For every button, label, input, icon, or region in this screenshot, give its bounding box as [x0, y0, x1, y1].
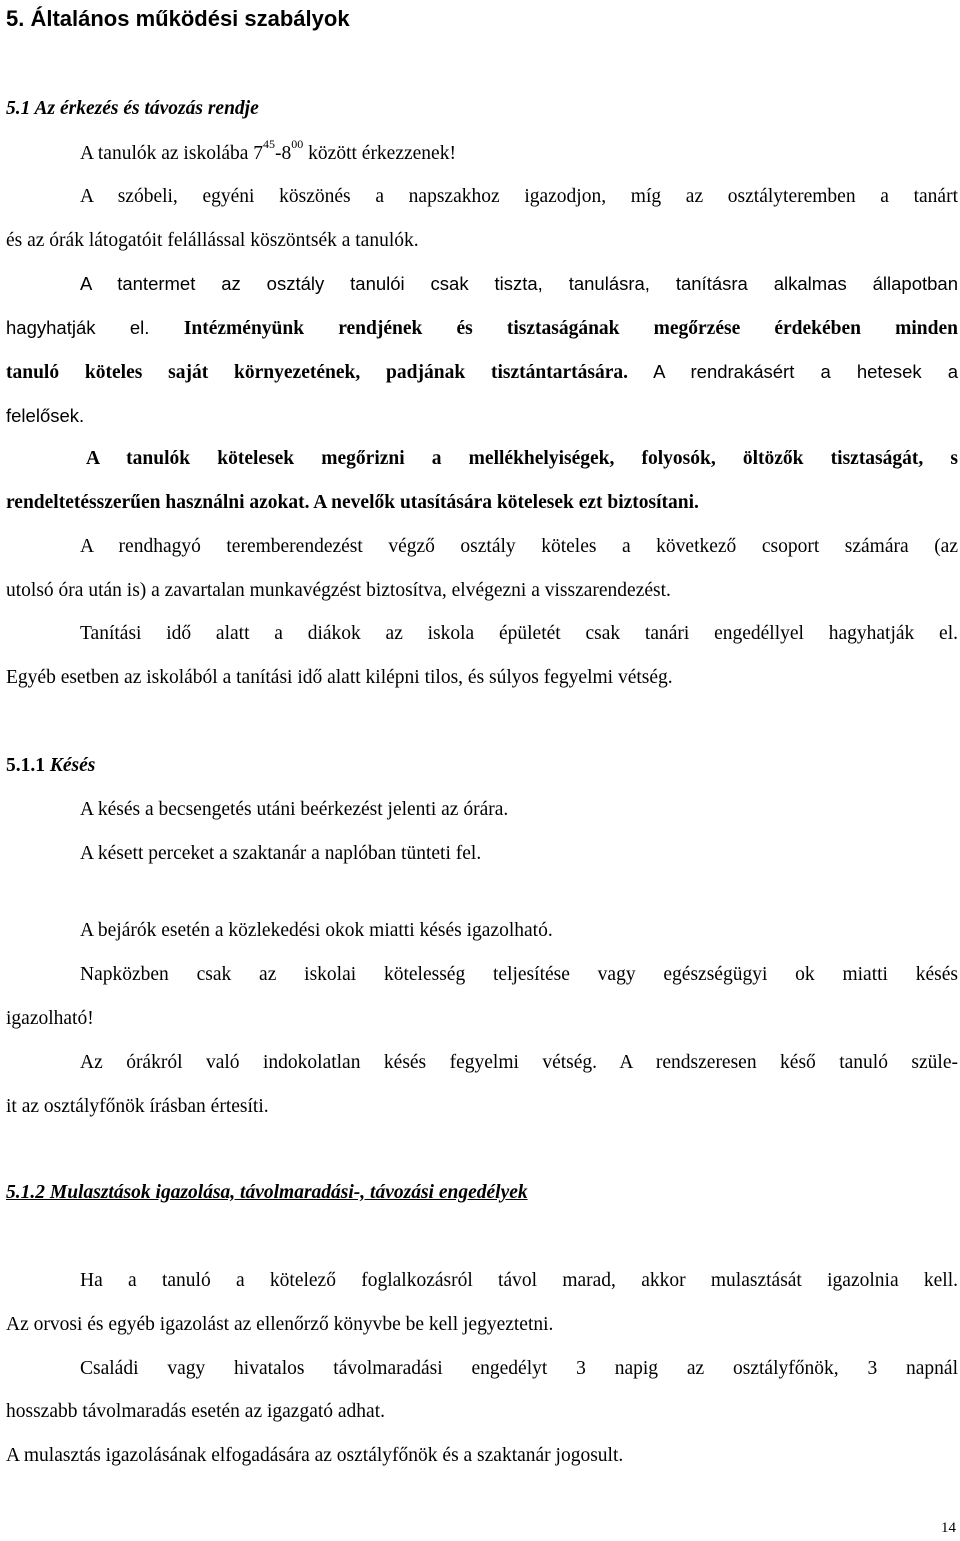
s51-l1-a: A tanulók az iskolába 7 — [80, 143, 264, 164]
s51-line-4: A tantermet az osztály tanulói csak tiszta, tanulásra, tanításra alkalmas állapotban — [80, 273, 958, 294]
s511-line-1: A késés a becsengetés utáni beérkezést jelenti az órára. — [80, 799, 509, 820]
s51-l1-sup1: 45 — [263, 137, 276, 151]
s51-l1-c: között érkezzenek! — [303, 143, 456, 164]
s51-l5-a: hagyhatják el. — [6, 317, 184, 338]
s51-line-7: felelősek. — [6, 405, 85, 426]
s51-line-1 — [80, 139, 958, 169]
s51-line-5 — [6, 313, 958, 344]
s511-line-5: igazolható! — [6, 1008, 94, 1029]
s511-title-text: Késés — [49, 755, 96, 776]
s512-line-1: Ha a tanuló a kötelező foglalkozásról távol marad, akkor mulasztását igazolnia kell. — [80, 1270, 958, 1291]
s511-line-7: it az osztályfőnök írásban értesíti. — [6, 1096, 269, 1117]
s51-l5-b: Intézményünk rendjének és tisztaságának megőrzése érdekében minden — [183, 318, 958, 339]
s51-line-8: A tanulók kötelesek megőrizni a mellékhelyiségek, folyosók, öltözők tisztaságát, s — [86, 448, 958, 469]
section-5-1-title: 5.1 Az érkezés és távozás rendje — [6, 98, 259, 119]
s51-l6-a: tanuló köteles saját környezetének, padjának tisztántartására. — [6, 362, 629, 383]
s51-line-3: és az órák látogatóit felállással köszöntsék a tanulók. — [6, 230, 419, 251]
s512-line-3: Családi vagy hivatalos távolmaradási engedélyt 3 napig az osztályfőnök, 3 napnál — [80, 1358, 958, 1379]
s511-line-3: A bejárók esetén a közlekedési okok miatti késés igazolható. — [80, 920, 553, 941]
s51-l1-b: -8 — [275, 143, 292, 164]
s511-line-2: A késett perceket a szaktanár a naplóban tünteti fel. — [80, 843, 482, 864]
s51-line-12: Tanítási idő alatt a diákok az iskola épületét csak tanári engedéllyel hagyhatják el. — [80, 623, 958, 644]
s51-line-2: A szóbeli, egyéni köszönés a napszakhoz igazodjon, míg az osztályteremben a tanárt — [80, 186, 958, 207]
s51-line-11: utolsó óra után is) a zavartalan munkavégzést biztosítva, elvégezni a visszarendezést. — [6, 580, 671, 601]
page-number: 14 — [941, 1520, 956, 1536]
page-heading: 5. Általános működési szabályok — [6, 6, 350, 31]
s51-line-10: A rendhagyó teremberendezést végző osztály köteles a következő csoport számára (az — [80, 536, 958, 557]
s512-line-4: hosszabb távolmaradás esetén az igazgató adhat. — [6, 1401, 386, 1422]
section-5-1-2-title: 5.1.2 Mulasztások igazolása, távolmaradási-, távozási engedélyek — [6, 1182, 528, 1203]
s51-line-9: rendeltetésszerűen használni azokat. A nevelők utasítására kötelesek ezt biztosítani. — [6, 492, 699, 513]
s511-line-6: Az órákról való indokolatlan késés fegyelmi vétség. A rendszeresen késő tanuló szüle- — [80, 1052, 958, 1073]
s512-line-5: A mulasztás igazolásának elfogadására az osztályfőnök és a szaktanár jogosult. — [6, 1445, 624, 1466]
s512-line-2: Az orvosi és egyéb igazolást az ellenőrző könyvbe be kell jegyeztetni. — [6, 1314, 554, 1335]
s51-l6-b: A rendrakásért a hetesek a — [628, 361, 958, 382]
s51-l1-sup2: 00 — [291, 137, 304, 151]
s51-line-13: Egyéb esetben az iskolából a tanítási idő alatt kilépni tilos, és súlyos fegyelmi vétség. — [6, 667, 673, 688]
s51-line-6 — [6, 357, 958, 388]
s511-line-4: Napközben csak az iskolai kötelesség teljesítése vagy egészségügyi ok miatti késés — [80, 964, 958, 985]
section-5-1-1-title — [6, 751, 958, 781]
s511-title-num: 5.1.1 — [6, 755, 50, 776]
